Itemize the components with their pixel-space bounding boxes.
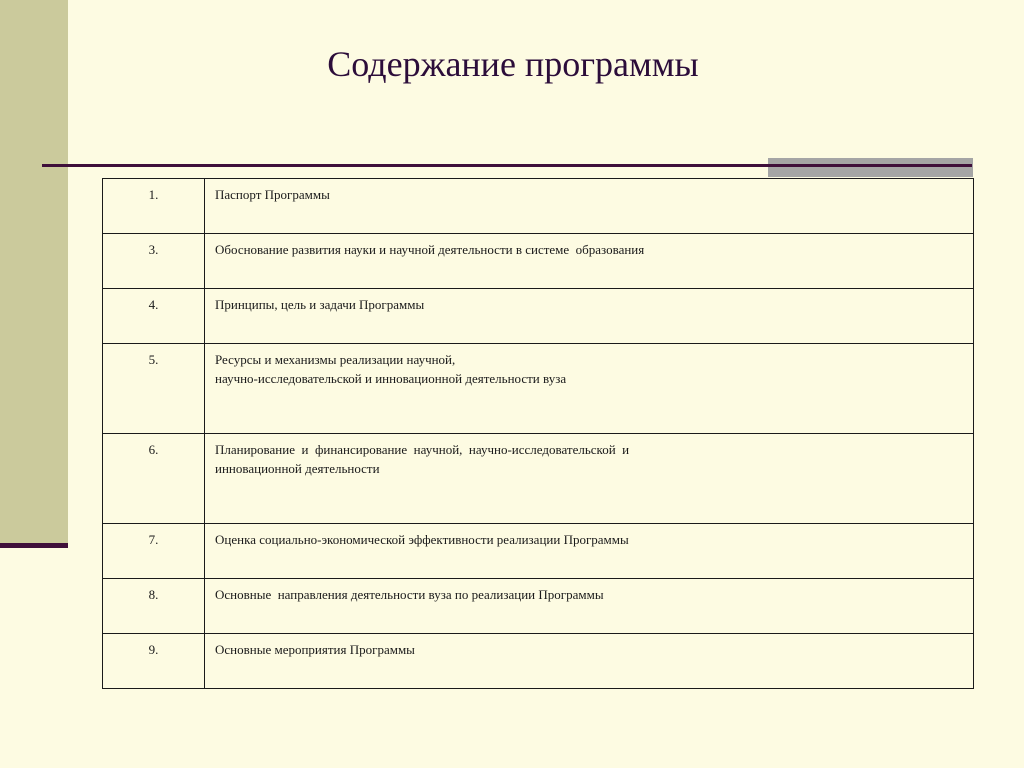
row-text: [205, 179, 974, 234]
row-text: [205, 234, 974, 289]
row-text-line: научно-исследовательской и инновационной деятельности вуза: [215, 371, 567, 386]
table-row: [103, 234, 974, 289]
contents-table: [102, 178, 974, 689]
row-number: 8.: [103, 579, 205, 634]
row-text: [205, 579, 974, 634]
table-row: [103, 579, 974, 634]
row-text: [205, 634, 974, 689]
row-number: 6.: [103, 434, 205, 524]
row-number: 7.: [103, 524, 205, 579]
row-number: 9.: [103, 634, 205, 689]
row-text-line: Ресурсы и механизмы реализации научной,: [215, 352, 456, 367]
table-row: [103, 344, 974, 434]
table-row: [103, 179, 974, 234]
row-number: 5.: [103, 344, 205, 434]
table-row: [103, 634, 974, 689]
left-decorative-band: [0, 0, 68, 543]
row-text: [205, 289, 974, 344]
title-rule: [42, 164, 972, 167]
row-text-line: Оценка социально-экономической эффективности реализации Программы: [215, 532, 629, 547]
row-number: 1.: [103, 179, 205, 234]
table-row: [103, 524, 974, 579]
title-rule-accent: [768, 158, 973, 177]
row-text-line: Планирование и финансирование научной, научно-исследовательской и: [215, 442, 630, 457]
row-text-line: Принципы, цель и задачи Программы: [215, 297, 425, 312]
left-band-underline: [0, 543, 68, 548]
row-text-line: Обоснование развития науки и научной деятельности в системе образования: [215, 242, 645, 257]
row-text-line: инновационной деятельности: [215, 461, 380, 476]
slide-title: Содержание программы: [327, 44, 699, 84]
row-text: [205, 434, 974, 524]
row-text-line: Основные направления деятельности вуза по реализации Программы: [215, 587, 604, 602]
row-text-line: Паспорт Программы: [215, 187, 330, 202]
table-row: [103, 289, 974, 344]
row-text-line: Основные мероприятия Программы: [215, 642, 415, 657]
row-text: [205, 344, 974, 434]
row-number: 4.: [103, 289, 205, 344]
row-text: [205, 524, 974, 579]
table-row: [103, 434, 974, 524]
row-number: 3.: [103, 234, 205, 289]
